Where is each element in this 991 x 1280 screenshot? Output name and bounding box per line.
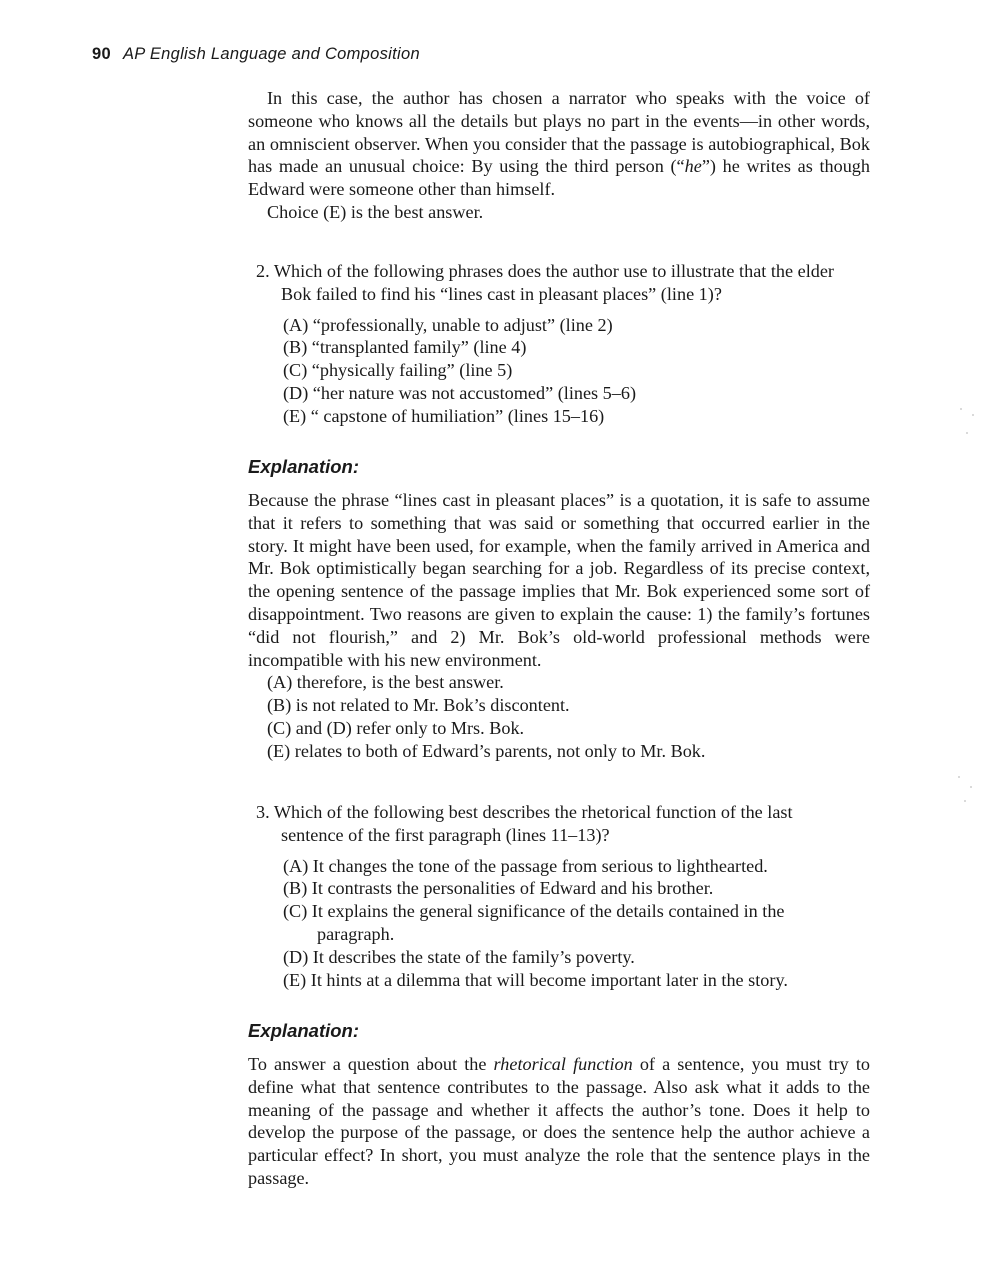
intro-answer: Choice (E) is the best answer. — [267, 201, 484, 222]
question-2 — [256, 260, 856, 428]
answer-options — [283, 314, 856, 428]
explanation-emphasis: rhetorical function — [493, 1054, 633, 1074]
option-b: (B) It contrasts the personalities of Edward and his brother. — [283, 878, 714, 899]
option-e: (E) “ capstone of humiliation” (lines 15–16) — [283, 405, 605, 426]
running-title: AP English Language and Composition — [122, 45, 420, 63]
option-c: (C) It explains the general significance of the details contained in the paragraph. — [283, 901, 785, 944]
option-a: (A) “professionally, unable to adjust” (line 2) — [283, 314, 613, 335]
explanation-line: (E) relates to both of Edward’s parents, not only to Mr. Bok. — [267, 740, 706, 761]
question-stem: 2. Which of the following phrases does the author use to illustrate that the elder Bok failed to find his “lines cast in pleasant places” (line 1)? — [256, 261, 834, 304]
option-d: (D) It describes the state of the family’s poverty. — [283, 946, 635, 967]
option-e: (E) It hints at a dilemma that will become important later in the story. — [283, 969, 788, 990]
scan-speck — [970, 786, 972, 788]
explanation-line: (C) and (D) refer only to Mrs. Bok. — [267, 717, 525, 738]
explanation-paragraph: Because the phrase “lines cast in pleasant places” is a quotation, it is safe to assume that it refers to something that was said or something that occurred earlier in the story. It might have been used, for example, when the family arrived in America and Mr. Bok optimistically began searching for a job. Regardless of its precise context, the opening sentence of the passage implies that Mr. Bok experienced some sort of disappointment. Two reasons are given to explain the cause: 1) the family’s fortunes “did not flourish,” and 2) Mr. Bok’s old-world professional methods were incompatible with his new environment. — [248, 490, 870, 670]
scan-speck — [958, 776, 960, 778]
intro-emphasis: he — [684, 156, 702, 177]
explanation-heading: Explanation: — [248, 456, 360, 477]
answer-options — [283, 855, 856, 992]
scan-speck — [972, 414, 974, 416]
intro-paragraph — [248, 87, 870, 201]
explanation-2 — [248, 1053, 870, 1190]
explanation-line: (B) is not related to Mr. Bok’s discontent. — [267, 695, 570, 716]
intro-text-start: In this case, the author has chosen a narrator who speaks with the voice of someone who knows all the details but plays no part in the events—in other words, an omniscient observer. When you consider that the passage is autobiographical, Bok has made an unusual choice: By using the third person (“ — [248, 88, 870, 177]
question-3 — [256, 801, 856, 991]
explanation-text-start: To answer a question about the — [248, 1054, 494, 1074]
page-header — [92, 45, 420, 64]
question-stem: 3. Which of the following best describes the rhetorical function of the last sentence of the first paragraph (lines 11–13)? — [256, 802, 793, 845]
explanation-heading: Explanation: — [248, 1020, 360, 1041]
explanation-1 — [248, 489, 870, 763]
option-a: (A) It changes the tone of the passage from serious to lighthearted. — [283, 855, 768, 876]
explanation-paragraph — [248, 1053, 870, 1190]
option-d: (D) “her nature was not accustomed” (lines 5–6) — [283, 382, 637, 403]
explanation-text-end: of a sentence, you must try to define what that sentence contributes to the passage. Also ask what it adds to the meaning of the passage and whether it affects the author’s tone. Does it help to develop the purpose of the passage, or does the sentence help the author achieve a particular effect? In short, you must analyze the role that the sentence plays in the passage. — [248, 1054, 870, 1188]
explanation-line: (A) therefore, is the best answer. — [267, 672, 504, 693]
scan-speck — [964, 800, 966, 802]
page-number: 90 — [92, 45, 111, 63]
scan-speck — [966, 432, 968, 434]
option-b: (B) “transplanted family” (line 4) — [283, 337, 527, 358]
scan-speck — [960, 408, 962, 410]
intro-text-end: ”) he writes as though Edward were someone other than himself. — [248, 156, 870, 200]
intro-section — [248, 87, 870, 224]
option-c: (C) “physically failing” (line 5) — [283, 360, 513, 381]
